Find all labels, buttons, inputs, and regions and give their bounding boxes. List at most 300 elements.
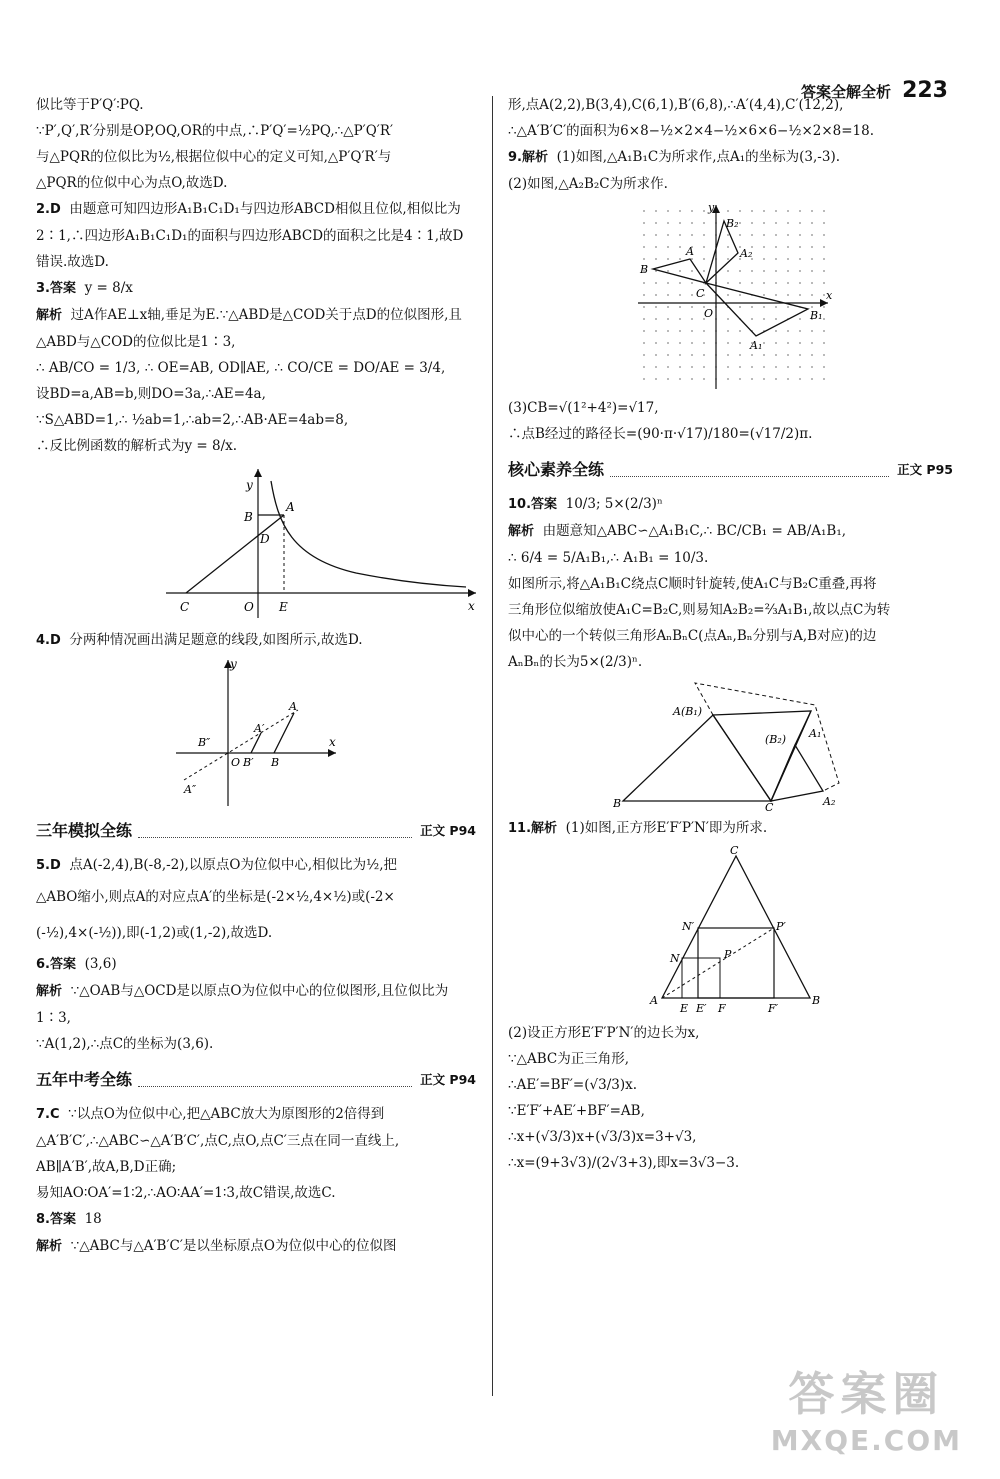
question-8-answer xyxy=(36,1206,476,1233)
grid-dot xyxy=(739,342,741,344)
grid-dot xyxy=(679,258,681,260)
grid-dot xyxy=(787,354,789,356)
grid-dot xyxy=(727,294,729,296)
grid-dot xyxy=(799,234,801,236)
text-line: ∵E′F′+AE′+BF′=AB, xyxy=(508,1103,645,1119)
grid-dot xyxy=(691,282,693,284)
question-8-analysis xyxy=(36,1233,476,1260)
grid-dot xyxy=(823,378,825,380)
figure-q4 xyxy=(176,658,396,808)
left-column xyxy=(36,92,476,1260)
grid-dot xyxy=(703,342,705,344)
grid-dot xyxy=(643,366,645,368)
grid-dot xyxy=(679,222,681,224)
figure-q10-triangles xyxy=(613,679,873,811)
grid-dot xyxy=(751,366,753,368)
analysis-label: 解析 xyxy=(36,308,63,323)
grid-dot xyxy=(739,282,741,284)
fig-label: A xyxy=(650,994,658,1007)
grid-dot xyxy=(823,294,825,296)
fig-label: A′ xyxy=(254,722,265,735)
grid-dot xyxy=(763,306,765,308)
grid-dot xyxy=(775,378,777,380)
answer-value: 10/3; 5×(2/3)ⁿ xyxy=(565,496,663,512)
grid-dot xyxy=(727,270,729,272)
grid-dot xyxy=(655,366,657,368)
grid-dot xyxy=(799,378,801,380)
page-number: 223 xyxy=(902,78,948,103)
fig-label: C xyxy=(730,846,739,857)
question-text: 点A(-2,4),B(-8,-2),以原点O为位似中心,相似比为½,把 xyxy=(69,857,398,873)
grid-dot xyxy=(763,270,765,272)
grid-dot xyxy=(643,378,645,380)
text-line: (2)如图,△A₂B₂C为所求作. xyxy=(508,176,668,192)
grid-dot xyxy=(799,222,801,224)
text-line: (3)CB=√(1²+4²)=√17, xyxy=(508,400,659,416)
grid-dot xyxy=(799,282,801,284)
grid-dot xyxy=(823,246,825,248)
question-label: 9.解析 xyxy=(508,150,548,165)
analysis-text: ∵△ABC与△A′B′C′是以坐标原点O为位似中心的位似图 xyxy=(70,1238,397,1254)
fig-label: B xyxy=(613,797,622,810)
grid-dot xyxy=(763,282,765,284)
grid-dot xyxy=(643,306,645,308)
grid-dot xyxy=(751,306,753,308)
grid-dot xyxy=(811,294,813,296)
grid-dot xyxy=(679,354,681,356)
grid-dot xyxy=(691,318,693,320)
grid-dot xyxy=(679,282,681,284)
grid-dot xyxy=(667,258,669,260)
fig-label: B₁ xyxy=(810,309,823,322)
figure-q9-grid xyxy=(638,201,838,391)
text-line: 似中心的一个转似三角形AₙBₙC(点Aₙ,Bₙ分别与A,B对应)的边 xyxy=(508,628,877,644)
grid-dot xyxy=(739,330,741,332)
grid-dot xyxy=(775,294,777,296)
grid-dot xyxy=(703,330,705,332)
grid-dot xyxy=(751,222,753,224)
grid-dot xyxy=(823,258,825,260)
grid-dot xyxy=(763,294,765,296)
text-line: ∵A(1,2),∴点C的坐标为(3,6). xyxy=(36,1036,214,1052)
grid-dot xyxy=(799,330,801,332)
fig-label: y xyxy=(246,478,253,492)
grid-dot xyxy=(667,270,669,272)
text-line: 如图所示,将△A₁B₁C绕点C顺时针旋转,使A₁C与B₂C重叠,再将 xyxy=(508,576,877,592)
grid-dot xyxy=(655,318,657,320)
grid-dot xyxy=(787,210,789,212)
grid-dot xyxy=(727,258,729,260)
grid-dot xyxy=(775,258,777,260)
grid-dot xyxy=(763,318,765,320)
grid-dot xyxy=(667,306,669,308)
grid-dot xyxy=(739,210,741,212)
figure-q11-square xyxy=(648,846,848,1016)
text-line: ∴ 6/4 = 5/A₁B₁,∴ A₁B₁ = 10/3. xyxy=(508,550,709,566)
header-title: 答案全解全析 xyxy=(800,83,891,101)
grid-dot xyxy=(643,342,645,344)
grid-dot xyxy=(775,282,777,284)
question-label: 7.C xyxy=(36,1107,60,1122)
grid-dot xyxy=(775,366,777,368)
question-label: 4.D xyxy=(36,633,61,648)
grid-dot xyxy=(775,246,777,248)
grid-dot xyxy=(703,210,705,212)
section-ref: 正文 P95 xyxy=(897,462,953,477)
text-line: △ABO缩小,则点A的对应点A′的坐标是(-2×½,4×½)或(-2× xyxy=(36,889,395,905)
grid-dot xyxy=(679,366,681,368)
grid-dot xyxy=(823,210,825,212)
grid-dot xyxy=(667,342,669,344)
grid-dot xyxy=(703,270,705,272)
dot-grid xyxy=(643,210,825,380)
grid-dot xyxy=(787,282,789,284)
question-6-analysis xyxy=(36,978,476,1031)
question-label: 8.答案 xyxy=(36,1212,76,1227)
fig-label: F′ xyxy=(768,1002,779,1015)
analysis-text: ∵△OAB与△OCD是以原点O为位似中心的位似图形,且位似比为1∶3, xyxy=(36,983,449,1026)
grid-dot xyxy=(655,294,657,296)
grid-dot xyxy=(799,258,801,260)
question-text: (1)如图,正方形E′F′P′N′即为所求. xyxy=(565,820,768,836)
grid-dot xyxy=(727,318,729,320)
section-heading-core xyxy=(508,457,953,483)
answer-value: y = 8/x xyxy=(84,280,133,296)
grid-dot xyxy=(655,258,657,260)
question-5 xyxy=(36,852,476,879)
grid-dot xyxy=(679,342,681,344)
fig-label: A(B₁) xyxy=(673,705,703,718)
grid-dot xyxy=(643,294,645,296)
grid-dot xyxy=(751,282,753,284)
grid-dot xyxy=(787,246,789,248)
grid-dot xyxy=(787,258,789,260)
grid-dot xyxy=(763,246,765,248)
grid-dot xyxy=(655,378,657,380)
grid-dot xyxy=(763,342,765,344)
text-line: (-½),4×(-½)),即(-1,2)或(1,-2),故选D. xyxy=(36,925,273,941)
section-ref: 正文 P94 xyxy=(420,1072,476,1087)
grid-dot xyxy=(739,294,741,296)
grid-dot xyxy=(763,258,765,260)
grid-dot xyxy=(775,342,777,344)
question-11 xyxy=(508,815,953,842)
grid-dot xyxy=(811,306,813,308)
grid-dot xyxy=(643,354,645,356)
text-line: △PQR的位似中心为点O,故选D. xyxy=(36,175,228,191)
grid-dot xyxy=(679,234,681,236)
text-line: AₙBₙ的长为5×(2/3)ⁿ. xyxy=(508,654,643,670)
column-divider xyxy=(492,96,493,1396)
grid-dot xyxy=(823,234,825,236)
analysis-text: 由题意知△ABC∽△A₁B₁C,∴ BC/CB₁ = AB/A₁B₁, xyxy=(542,523,847,539)
fig-label: P′ xyxy=(776,920,786,933)
grid-dot xyxy=(763,210,765,212)
question-text: ∵以点O为位似中心,把△ABC放大为原图形的2倍得到 xyxy=(68,1106,385,1122)
grid-dot xyxy=(643,318,645,320)
section-heading-three-year xyxy=(36,818,476,844)
grid-dot xyxy=(655,246,657,248)
grid-dot xyxy=(751,354,753,356)
grid-dot xyxy=(763,222,765,224)
grid-dot xyxy=(691,366,693,368)
grid-dot xyxy=(679,318,681,320)
grid-dot xyxy=(751,234,753,236)
question-2 xyxy=(36,196,476,275)
fig-label: C xyxy=(765,801,774,811)
grid-dot xyxy=(667,294,669,296)
fig-label: x xyxy=(468,599,475,613)
text-line: 易知AO∶OA′=1∶2,∴AO∶AA′=1∶3,故C错误,故选C. xyxy=(36,1185,336,1201)
question-text: 分两种情况画出满足题意的线段,如图所示,故选D. xyxy=(69,632,363,648)
grid-dot xyxy=(799,342,801,344)
grid-dot xyxy=(775,210,777,212)
grid-dot xyxy=(775,234,777,236)
grid-dot xyxy=(811,246,813,248)
grid-dot xyxy=(775,306,777,308)
watermark-line1: 答案圈 xyxy=(788,1367,945,1421)
grid-dot xyxy=(643,222,645,224)
fig-label: C xyxy=(180,600,190,614)
grid-dot xyxy=(643,330,645,332)
text-line: 三角形位似缩放使A₁C=B₂C,则易知A₂B₂=⅔A₁B₁,故以点C为转 xyxy=(508,602,891,618)
grid-dot xyxy=(811,234,813,236)
fig-label: P xyxy=(724,948,732,961)
grid-dot xyxy=(823,270,825,272)
section-ref: 正文 P94 xyxy=(420,823,476,838)
grid-dot xyxy=(727,234,729,236)
fig-label: A₂ xyxy=(740,247,753,260)
grid-dot xyxy=(727,282,729,284)
fig-label: B″ xyxy=(198,736,211,749)
grid-dot xyxy=(691,342,693,344)
right-column xyxy=(508,92,953,1176)
grid-dot xyxy=(679,330,681,332)
fig-label: A xyxy=(286,500,295,514)
grid-dot xyxy=(811,366,813,368)
question-3-analysis xyxy=(36,302,476,355)
grid-dot xyxy=(775,354,777,356)
text-line: ∴ AB/CO = 1/3, ∴ OE=AB, OD∥AE, ∴ CO/CE = DO/AE = 3/4, xyxy=(36,360,446,376)
text-line: 形,点A(2,2),B(3,4),C(6,1),B′(6,8),∴A′(4,4),C′(12,2), xyxy=(508,97,844,113)
question-label: 2.D xyxy=(36,202,61,217)
grid-dot xyxy=(667,234,669,236)
grid-dot xyxy=(727,246,729,248)
watermark xyxy=(771,1358,962,1457)
grid-dot xyxy=(799,270,801,272)
fig-label: A″ xyxy=(184,783,197,796)
fig-label: B xyxy=(271,756,280,769)
grid-dot xyxy=(751,210,753,212)
grid-dot xyxy=(763,234,765,236)
grid-dot xyxy=(787,378,789,380)
section-heading-five-year xyxy=(36,1067,476,1093)
fig-label: N′ xyxy=(682,920,695,933)
answer-value: (3,6) xyxy=(84,956,117,972)
fig-label: x xyxy=(826,289,833,302)
question-3-answer xyxy=(36,275,476,302)
grid-dot xyxy=(727,330,729,332)
grid-dot xyxy=(739,222,741,224)
grid-dot xyxy=(751,378,753,380)
grid-dot xyxy=(787,270,789,272)
question-10-analysis xyxy=(508,518,953,545)
grid-dot xyxy=(823,330,825,332)
grid-dot xyxy=(763,354,765,356)
grid-dot xyxy=(667,222,669,224)
grid-dot xyxy=(799,210,801,212)
text-line: 设BD=a,AB=b,则DO=3a,∴AE=4a, xyxy=(36,386,266,402)
text-line: ∴反比例函数的解析式为y = 8/x. xyxy=(36,438,238,454)
fig-label: E xyxy=(680,1002,689,1015)
fig-label: B xyxy=(244,510,253,524)
grid-dot xyxy=(643,234,645,236)
grid-dot xyxy=(703,366,705,368)
grid-dot xyxy=(703,234,705,236)
grid-dot xyxy=(739,366,741,368)
grid-dot xyxy=(787,366,789,368)
question-label: 6.答案 xyxy=(36,957,76,972)
grid-dot xyxy=(811,378,813,380)
fig-label: O xyxy=(704,307,714,320)
figure-q3-hyperbola xyxy=(146,463,506,623)
grid-dot xyxy=(691,294,693,296)
grid-dot xyxy=(823,222,825,224)
grid-dot xyxy=(787,342,789,344)
fig-label: A₂ xyxy=(823,795,836,808)
grid-dot xyxy=(643,210,645,212)
grid-dot xyxy=(727,342,729,344)
grid-dot xyxy=(691,258,693,260)
fig-label: x xyxy=(329,735,336,749)
grid-dot xyxy=(667,354,669,356)
fig-label: A₁ xyxy=(750,339,763,352)
grid-dot xyxy=(775,270,777,272)
grid-dot xyxy=(787,330,789,332)
grid-dot xyxy=(655,306,657,308)
grid-dot xyxy=(823,282,825,284)
grid-dot xyxy=(727,378,729,380)
fig-label: N xyxy=(670,952,680,965)
grid-dot xyxy=(667,318,669,320)
grid-dot xyxy=(679,210,681,212)
fig-label: y xyxy=(230,658,237,671)
grid-dot xyxy=(799,354,801,356)
grid-dot xyxy=(643,246,645,248)
text-line: ∴x=(9+3√3)/(2√3+3),即x=3√3−3. xyxy=(508,1155,740,1171)
grid-dot xyxy=(787,306,789,308)
grid-dot xyxy=(823,306,825,308)
grid-dot xyxy=(691,270,693,272)
grid-dot xyxy=(751,270,753,272)
fig-label: B₂ xyxy=(726,217,739,230)
grid-dot xyxy=(679,246,681,248)
grid-dot xyxy=(667,282,669,284)
fig-label: (B₂) xyxy=(765,733,787,746)
grid-dot xyxy=(811,222,813,224)
grid-dot xyxy=(739,354,741,356)
text-line: ∴△A′B′C′的面积为6×8−½×2×4−½×6×6−½×2×8=18. xyxy=(508,123,875,139)
text-line: 似比等于P′Q′∶PQ. xyxy=(36,97,144,113)
fig-label: B xyxy=(640,263,649,276)
grid-dot xyxy=(691,330,693,332)
grid-dot xyxy=(823,318,825,320)
question-label: 11.解析 xyxy=(508,821,558,836)
grid-dot xyxy=(775,318,777,320)
fig-label: C xyxy=(696,287,705,300)
grid-dot xyxy=(679,294,681,296)
analysis-label: 解析 xyxy=(36,1239,63,1254)
grid-dot xyxy=(679,270,681,272)
text-line: ∴点B经过的路径长=(90·π·√17)/180=(√17/2)π. xyxy=(508,426,813,442)
grid-dot xyxy=(703,354,705,356)
grid-dot xyxy=(667,246,669,248)
grid-dot xyxy=(655,354,657,356)
grid-dot xyxy=(799,294,801,296)
grid-dot xyxy=(691,306,693,308)
analysis-label: 解析 xyxy=(508,524,535,539)
grid-dot xyxy=(655,210,657,212)
fig-label: A xyxy=(289,700,297,713)
grid-dot xyxy=(667,378,669,380)
grid-dot xyxy=(763,366,765,368)
fig-label: E xyxy=(279,600,288,614)
question-4 xyxy=(36,627,476,654)
grid-dot xyxy=(679,306,681,308)
grid-dot xyxy=(739,378,741,380)
text-line: AB∥A′B′,故A,B,D正确; xyxy=(36,1159,177,1175)
grid-dot xyxy=(799,366,801,368)
grid-dot xyxy=(787,294,789,296)
question-9 xyxy=(508,144,953,171)
grid-dot xyxy=(739,234,741,236)
grid-dot xyxy=(643,258,645,260)
text-line: ∵P′,Q′,R′分别是OP,OQ,OR的中点,∴P′Q′=½PQ,∴△P′Q′R′ xyxy=(36,123,394,139)
dotted-leader xyxy=(138,1086,412,1087)
grid-dot xyxy=(811,342,813,344)
fig-label: B′ xyxy=(243,756,254,769)
fig-label: D xyxy=(260,532,270,546)
question-7 xyxy=(36,1101,476,1128)
grid-dot xyxy=(667,330,669,332)
grid-dot xyxy=(727,366,729,368)
fig-label: A xyxy=(686,245,694,258)
grid-dot xyxy=(727,354,729,356)
question-text: (1)如图,△A₁B₁C为所求作,点A₁的坐标为(3,-3). xyxy=(556,149,841,165)
grid-dot xyxy=(823,354,825,356)
dotted-leader xyxy=(138,837,412,838)
grid-dot xyxy=(655,330,657,332)
grid-dot xyxy=(679,378,681,380)
grid-dot xyxy=(643,282,645,284)
text-line: ∴x+(√3/3)x+(√3/3)x=3+√3, xyxy=(508,1129,697,1145)
fig-label: y xyxy=(708,201,715,214)
grid-dot xyxy=(655,234,657,236)
answer-value: 18 xyxy=(84,1211,102,1227)
section-title: 三年模拟全练 xyxy=(36,821,133,840)
fig-label: O xyxy=(244,600,254,614)
grid-dot xyxy=(787,234,789,236)
grid-dot xyxy=(751,318,753,320)
analysis-label: 解析 xyxy=(36,984,63,999)
grid-dot xyxy=(703,258,705,260)
grid-dot xyxy=(667,210,669,212)
grid-dot xyxy=(823,342,825,344)
dotted-leader xyxy=(610,476,889,477)
question-6-answer xyxy=(36,951,476,978)
grid-dot xyxy=(691,354,693,356)
grid-dot xyxy=(691,378,693,380)
